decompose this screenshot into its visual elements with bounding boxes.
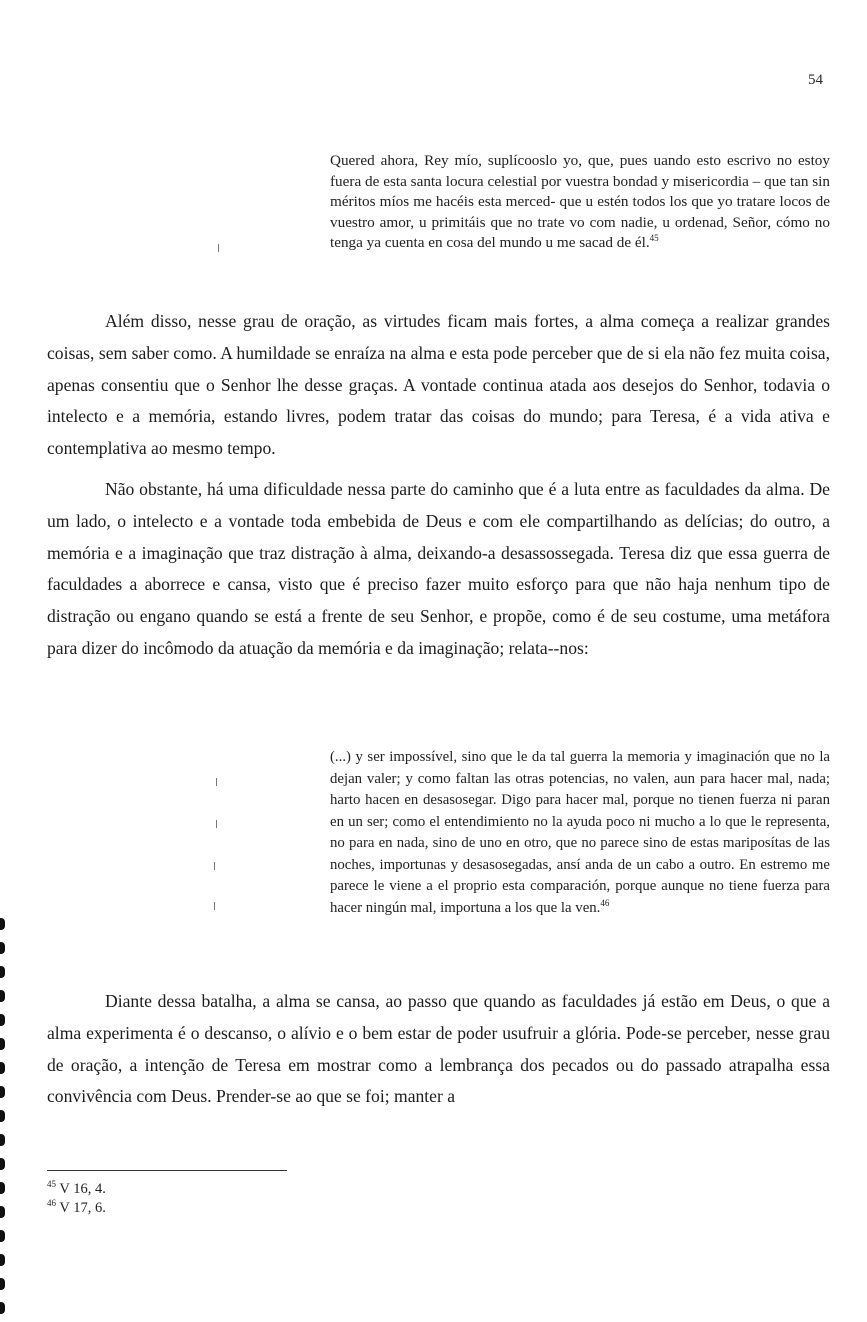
binding-hole (0, 1206, 5, 1218)
scan-mark (218, 244, 219, 252)
footnote-number: 45 (47, 1179, 56, 1190)
footnote-divider (47, 1170, 287, 1171)
binding-hole (0, 1302, 5, 1314)
quote-text: (...) y ser impossível, sino que le da tal guerra la memoria y imaginación que no la dejan valer; y como faltan las otras potencias, no valen, aun para hacer mal, nada; harto hacen en desasosegar. Digo para hacer mal, porque no tienen fuerza ni paran en un ser; como el entendimiento no la ayuda poco ni mucho a lo que le representa, no para en nada, sino de uno en otro, que no parece sino de estas mariposítas de las noches, importunas y desasosegadas, ansí anda de un cabo a outro. En estremo me parece le viene a el proprio esta comparación, porque aunque no tiene fuerza para hacer ningún mal, importuna a los que la ven. (330, 749, 830, 916)
footnote-46 (47, 1199, 106, 1218)
binding-hole (0, 1014, 5, 1026)
block-quote-1 (330, 151, 830, 254)
binding-hole (0, 966, 5, 978)
binding-hole (0, 1038, 5, 1050)
footnote-reference: 45 (649, 232, 659, 243)
binding-hole (0, 1254, 5, 1266)
binding-hole (0, 1134, 5, 1146)
footnotes (47, 1180, 106, 1218)
footnote-number: 46 (47, 1198, 56, 1209)
binding-hole (0, 1230, 5, 1242)
scan-mark (214, 862, 215, 870)
binding-hole (0, 1110, 5, 1122)
scan-mark (214, 902, 215, 910)
binding-hole (0, 990, 5, 1002)
body-paragraph-1: Além disso, nesse grau de oração, as virtudes ficam mais fortes, a alma começa a realizar grandes coisas, sem saber como. A humildade se enraíza na alma e esta pode perceber que de si ela não fez muita coisa, apenas consentiu que o Senhor lhe desse graças. A vontade continua atada aos desejos do Senhor, todavia o intelecto e a memória, estando livres, podem tratar das coisas do mundo; para Teresa, é a vida ativa e contemplativa ao mesmo tempo. (47, 311, 830, 459)
footnote-reference: 46 (600, 897, 610, 908)
binding-hole (0, 1278, 5, 1290)
quote-text: Quered ahora, Rey mío, suplícooslo yo, que, pues uando esto escrivo no estoy fuera de esta santa locura celestial por vuestra bondad y misericordia – que tan sin méritos míos me hacéis esta merced- que u estén todos los que yo tratare locos de vuestro amor, u primitáis que no trate vo com nadie, u ordenad, Señor, cómo no tenga ya cuenta en cosa del mundo u me sacad de él. (330, 152, 830, 251)
binding-hole (0, 918, 5, 930)
binding-hole (0, 1086, 5, 1098)
body-paragraph-2: Não obstante, há uma dificuldade nessa parte do caminho que é a luta entre as faculdades da alma. De um lado, o intelecto e a vontade toda embebida de Deus e com ele compartilhando as delícias; do outro, a memória e a imaginação que traz distração à alma, deixando-a desassossegada. Teresa diz que essa guerra de faculdades a aborrece e cansa, visto que é preciso fazer muito esforço para que não haja nenhum tipo de distração ou engano quando se está a frente de seu Senhor, e propõe, como é de seu costume, uma metáfora para dizer do incômodo da atuação da memória e da imaginação; relata--nos: (47, 479, 830, 658)
block-quote-2 (330, 747, 830, 919)
footnote-text: V 17, 6. (59, 1200, 106, 1216)
footnote-text: V 16, 4. (59, 1181, 106, 1197)
scan-mark (216, 820, 217, 828)
binding-hole (0, 942, 5, 954)
binding-hole (0, 1062, 5, 1074)
footnote-45 (47, 1180, 106, 1199)
body-paragraph-3: Diante dessa batalha, a alma se cansa, ao passo que quando as faculdades já estão em Deus, o que a alma experimenta é o descanso, o alívio e o bem estar de poder usufruir a glória. Pode-se perceber, nesse grau de oração, a intenção de Teresa em mostrar como a lembrança dos pecados ou do passado atrapalha essa convivência com Deus. Prender-se ao que se foi; manter a (47, 991, 830, 1107)
page-number: 54 (808, 72, 823, 88)
scan-mark (216, 778, 217, 786)
binding-hole (0, 1158, 5, 1170)
binding-hole (0, 1182, 5, 1194)
